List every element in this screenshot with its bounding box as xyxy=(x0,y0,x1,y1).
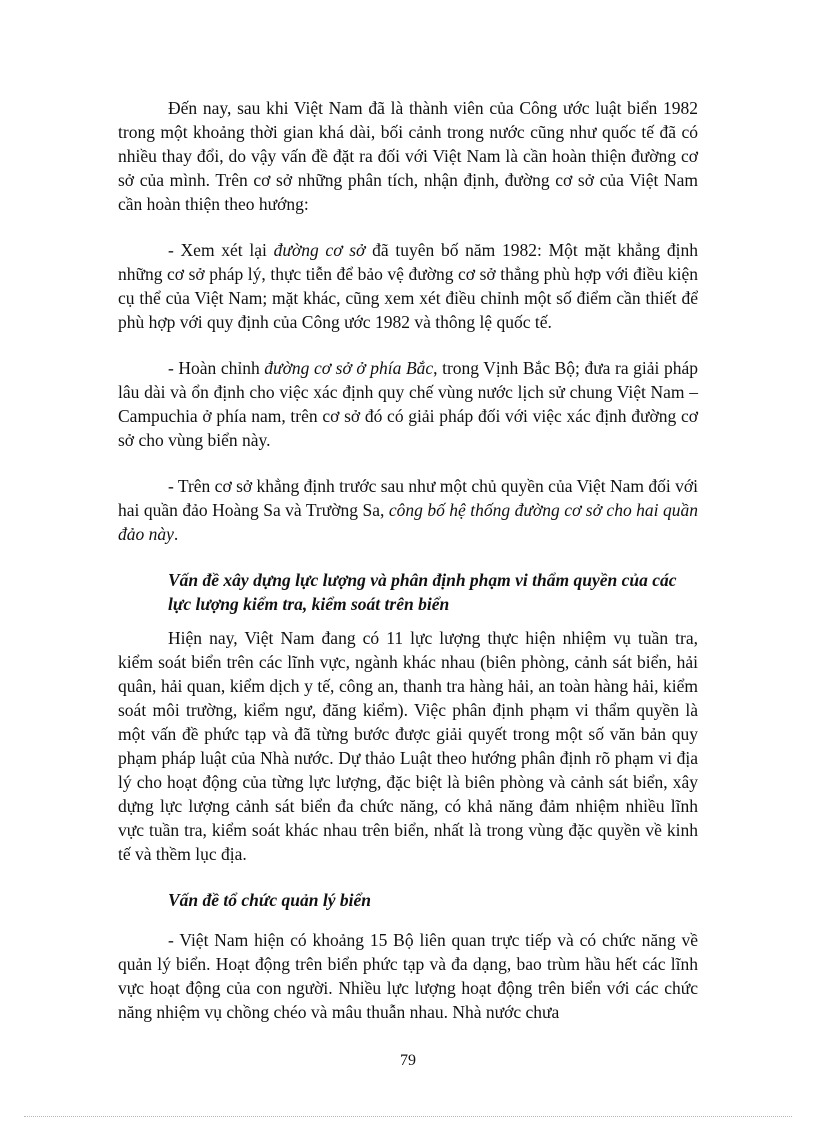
page-bottom-divider xyxy=(24,1116,792,1117)
section-heading-management: Vấn đề tổ chức quản lý biển xyxy=(168,890,371,910)
paragraph-archipelago-baseline xyxy=(118,474,698,546)
page-number: 79 xyxy=(400,1052,416,1069)
text-run: , trong Vịnh Bắc Bộ; đưa ra giải pháp lâu dài và ổn định cho việc xác định quy chế vùng nước lịch sử chung Việt Nam – Campuchia ở phía nam, trên cơ sở đó có giải pháp đối với việc xác định đường cơ sở cho vùng biển này. xyxy=(118,358,698,450)
paragraph-management: - Việt Nam hiện có khoảng 15 Bộ liên quan trực tiếp và có chức năng về quản lý biển. Hoạt động trên biển phức tạp và đa dạng, bao trùm hầu hết các lĩnh vực hoạt động của con người. Nhiều lực lượng hoạt động trên biển với các chức năng nhiệm vụ chồng chéo và mâu thuẫn nhau. Nhà nước chưa xyxy=(118,930,698,1022)
paragraph-north-baseline xyxy=(118,356,698,452)
text-run: . xyxy=(173,524,179,544)
text-run: đã tuyên bố năm 1982: Một mặt khẳng định những cơ sở pháp lý, thực tiễn để bảo vệ đường cơ sở thẳng phù hợp với điều kiện cụ thể của Việt Nam; mặt khác, cũng xem xét điều chỉnh một số điểm cần thiết để phù hợp với quy định của Công ước 1982 và thông lệ quốc tế. xyxy=(118,240,699,332)
section-heading-forces: Vấn đề xây dựng lực lượng và phân định phạm vi thẩm quyền của các lực lượng kiểm tra, kiểm soát trên biển xyxy=(168,570,677,614)
paragraph-intro: Đến nay, sau khi Việt Nam đã là thành viên của Công ước luật biển 1982 trong một khoảng thời gian khá dài, bối cảnh trong nước cũng như quốc tế đã có nhiều thay đổi, do vậy vấn đề đặt ra đối với Việt Nam là cần hoàn thiện đường cơ sở của mình. Trên cơ sở những phân tích, nhận định, đường cơ sở của Việt Nam cần hoàn thiện theo hướng: xyxy=(118,98,698,214)
italic-text: đường cơ sở xyxy=(273,240,366,260)
text-run: - Trên cơ sở khẳng định trước sau như một chủ quyền của Việt Nam đối với hai quần đảo Hoàng Sa và Trường Sa, xyxy=(118,476,698,520)
italic-text: đường cơ sở ở phía Bắc xyxy=(264,358,434,378)
document-page xyxy=(118,96,698,1046)
text-run: - Hoàn chỉnh xyxy=(168,358,265,378)
italic-text: công bố hệ thống đường cơ sở cho hai quần đảo này xyxy=(118,500,698,544)
text-run: - Xem xét lại xyxy=(168,240,274,260)
paragraph-forces: Hiện nay, Việt Nam đang có 11 lực lượng thực hiện nhiệm vụ tuần tra, kiểm soát biển trên các lĩnh vực, ngành khác nhau (biên phòng, cảnh sát biển, hải quân, hải quan, kiểm dịch y tế, công an, thanh tra hàng hải, an toàn hàng hải, kiểm soát môi trường, kiểm ngư, đăng kiểm). Việc phân định phạm vi thẩm quyền là một vấn đề phức tạp và đã từng bước được giải quyết trong một số văn bản quy phạm pháp luật của Nhà nước. Dự thảo Luật theo hướng phân định rõ phạm vi địa lý cho hoạt động của từng lực lượng, đặc biệt là biên phòng và cảnh sát biển, xây dựng lực lượng cảnh sát biển đa chức năng, có khả năng đảm nhiệm nhiều lĩnh vực tuần tra, kiểm soát khác nhau trên biển, nhất là trong vùng đặc quyền về kinh tế và thềm lục địa. xyxy=(118,628,698,864)
paragraph-review-baseline xyxy=(118,238,698,334)
